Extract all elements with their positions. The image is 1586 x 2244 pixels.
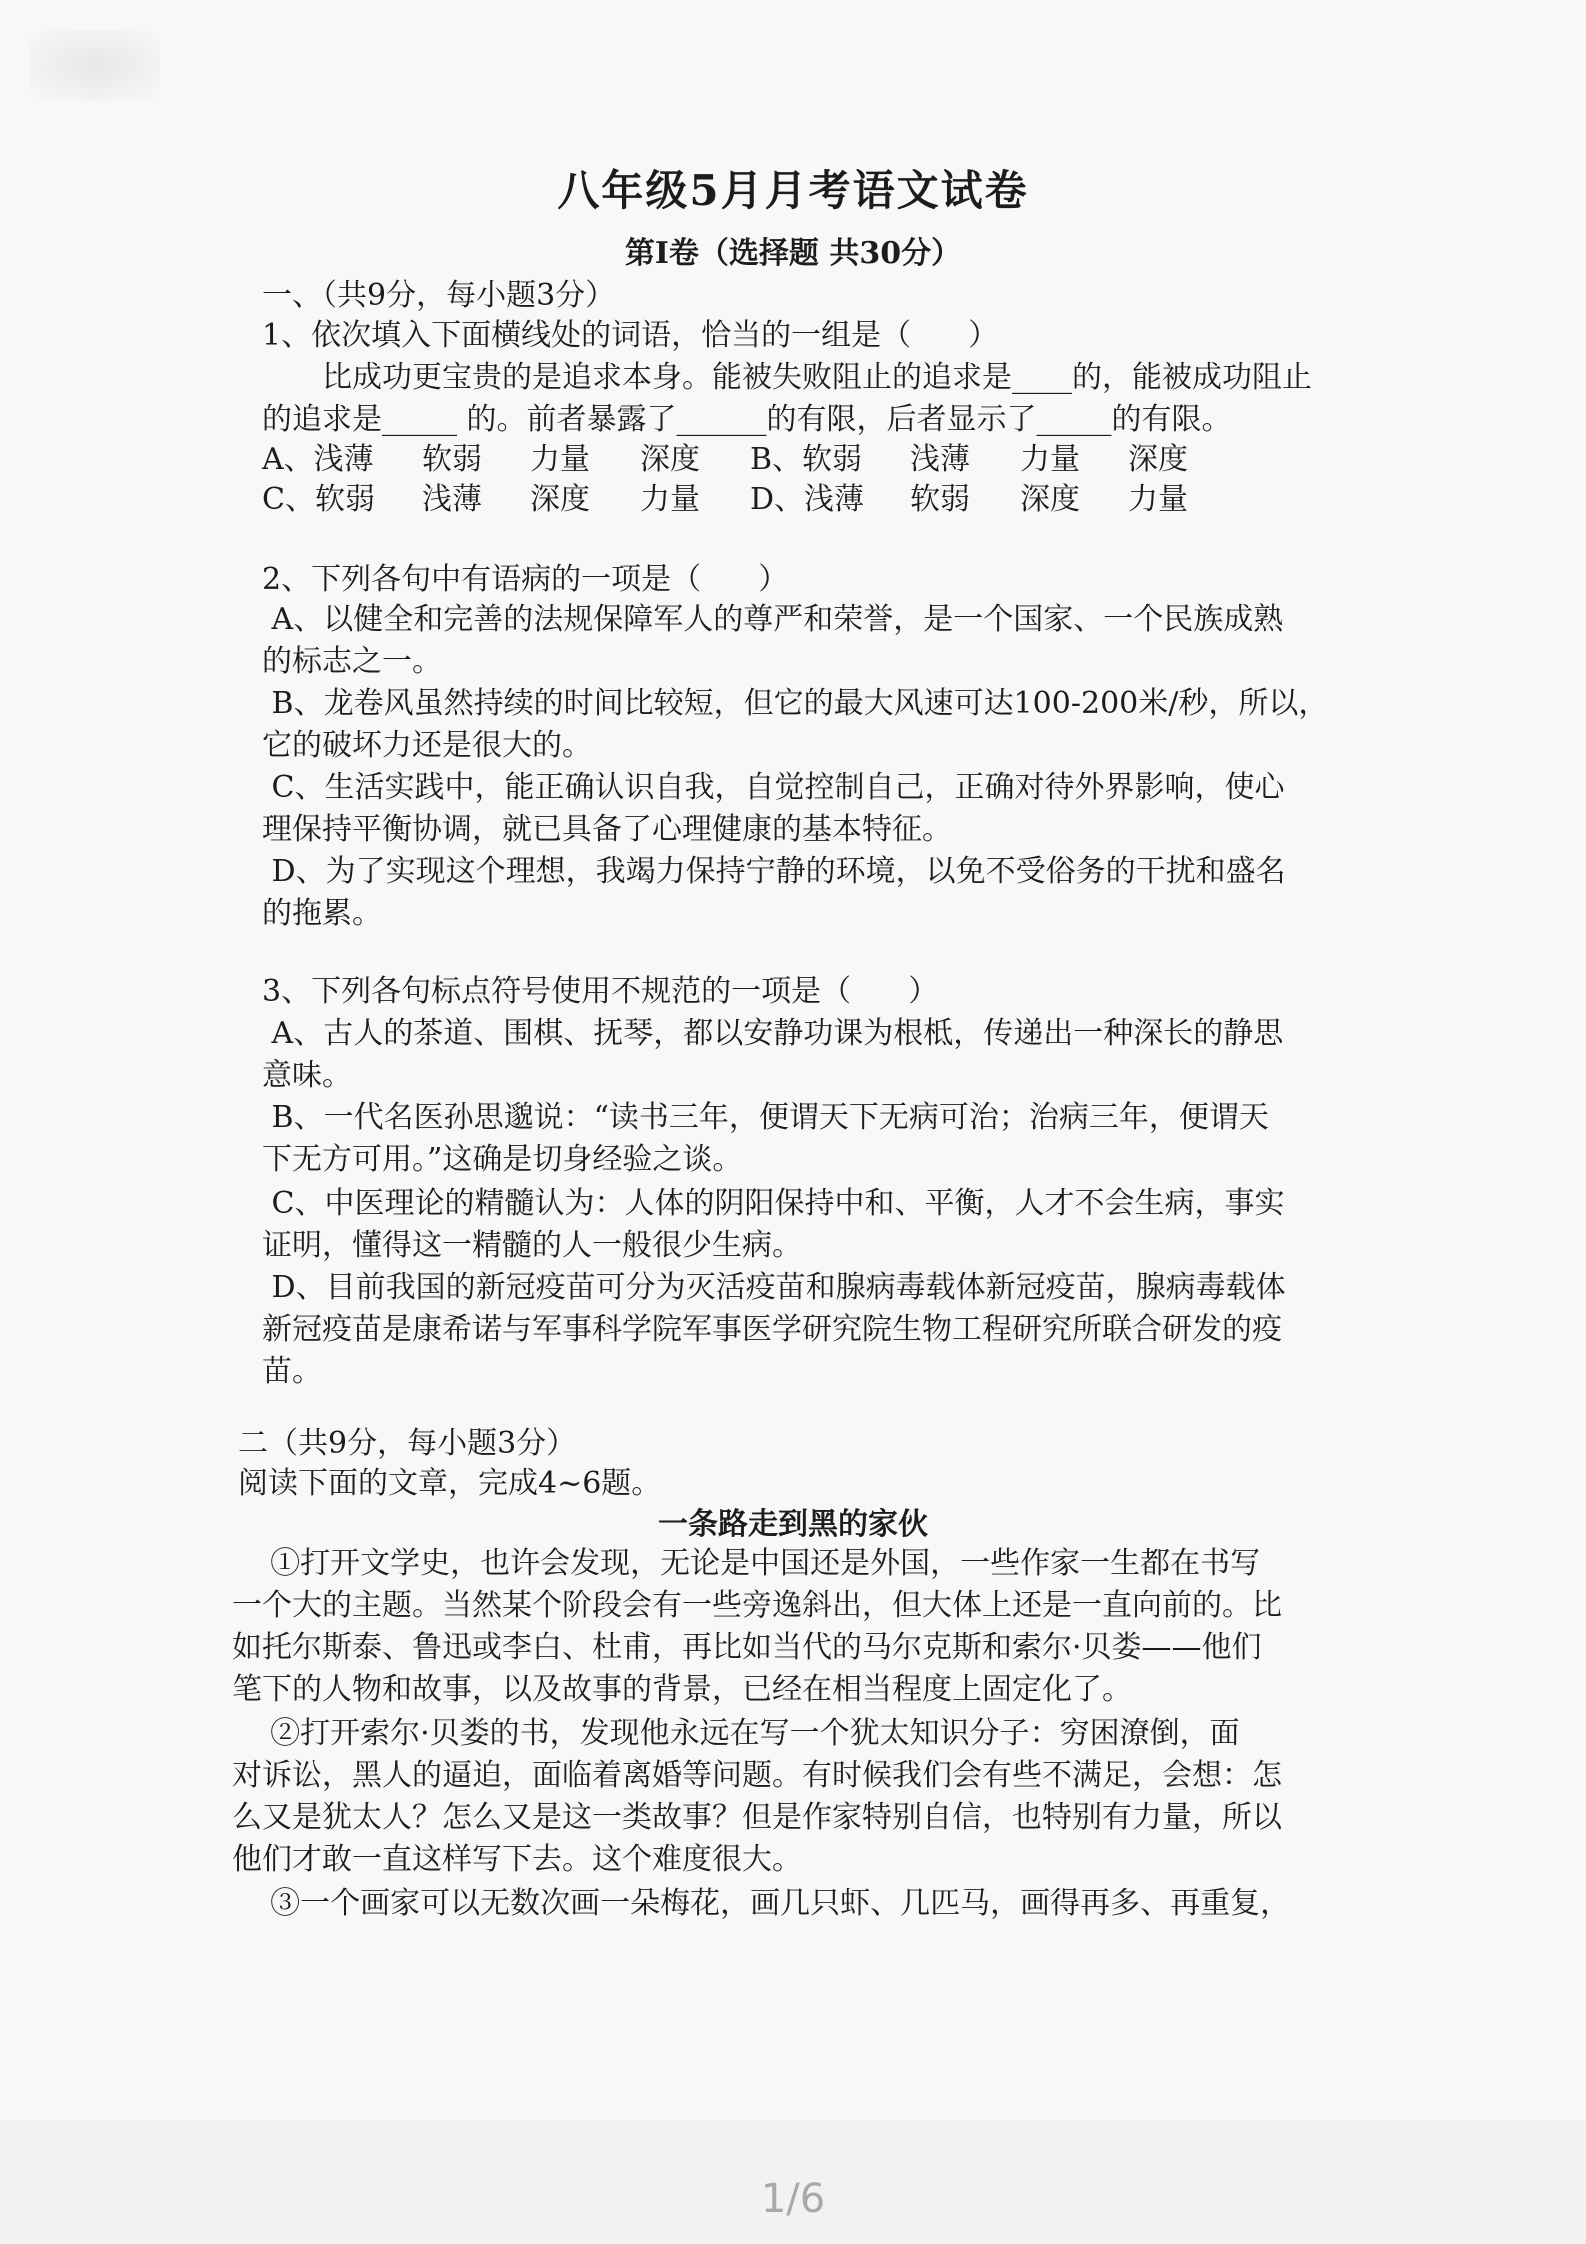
q1-options-row-2 [0,480,1586,520]
q2-line: A、以健全和完善的法规保障军人的尊严和荣誉，是一个国家、一个民族成熟 [262,602,1284,637]
article-line: 一个大的主题。当然某个阶段会有一些旁逸斜出，但大体上还是一直向前的。比 [232,1588,1282,1623]
q2-line: 2、下列各句中有语病的一项是（ ） [262,562,789,597]
q1-option-c-word3: 深度 [530,482,590,517]
q2-line: 的拖累。 [262,896,382,931]
q2-line: D、为了实现这个理想，我竭力保持宁静的环境，以免不受俗务的干扰和盛名 [262,854,1286,889]
q1-option-c-word4: 力量 [640,482,700,517]
q3-line: 意味。 [262,1058,352,1093]
q1-option-b-word2: 浅薄 [910,442,970,477]
q3-line: B、一代名医孙思邈说：“读书三年，便谓天下无病可治；治病三年，便谓天 [262,1100,1269,1135]
article-line: 么又是犹太人？怎么又是这一类故事？但是作家特别自信，也特别有力量，所以 [232,1800,1282,1835]
q1-option-b-word4: 深度 [1128,442,1188,477]
exam-subtitle: 第Ⅰ卷（选择题 共30分） [624,236,962,271]
q1-option-d-word4: 力量 [1128,482,1188,517]
q3-line: 新冠疫苗是康希诺与军事科学院军事医学研究院生物工程研究所联合研发的疫 [262,1312,1282,1347]
q1-option-d-word2: 软弱 [910,482,970,517]
q1-option-a-word2: 软弱 [422,442,482,477]
q3-line: 苗。 [262,1354,322,1389]
q3-line: 3、下列各句标点符号使用不规范的一项是（ ） [262,974,939,1009]
q2-line: C、生活实践中，能正确认识自我，自觉控制自己，正确对待外界影响，使心 [262,770,1285,805]
section1-heading: 一、（共9分，每小题3分） [262,278,616,313]
q1-option-c-label: C、软弱 [262,482,375,517]
q1-option-a-label: A、浅薄 [262,442,374,477]
q1-option-d-label: D、浅薄 [750,482,865,517]
section2-instruction: 阅读下面的文章，完成4~6题。 [238,1466,662,1501]
article-line: 他们才敢一直这样写下去。这个难度很大。 [232,1842,802,1877]
q3-line: D、目前我国的新冠疫苗可分为灭活疫苗和腺病毒载体新冠疫苗，腺病毒载体 [262,1270,1286,1305]
article-line: 如托尔斯泰、鲁迅或李白、杜甫，再比如当代的马尔克斯和索尔·贝娄——他们 [232,1630,1262,1665]
q1-text-line1: 比成功更宝贵的是追求本身。能被失败阻止的追求是____的，能被成功阻止 [322,360,1312,395]
q3-line: C、中医理论的精髓认为：人体的阴阳保持中和、平衡，人才不会生病，事实 [262,1186,1285,1221]
article-line: ①打开文学史，也许会发现，无论是中国还是外国，一些作家一生都在书写 [232,1546,1261,1581]
q2-line: B、龙卷风虽然持续的时间比较短，但它的最大风速可达100-200米/秒，所以， [262,686,1329,721]
q3-line: A、古人的茶道、围棋、抚琴，都以安静功课为根柢，传递出一种深长的静思 [262,1016,1284,1051]
q2-line: 它的破坏力还是很大的。 [262,728,592,763]
q1-stem: 1、依次填入下面横线处的词语，恰当的一组是（ ） [262,318,999,353]
page-indicator: 1/6 [760,2176,826,2222]
article-line: ②打开索尔·贝娄的书，发现他永远在写一个犹太知识分子：穷困潦倒，面 [232,1716,1240,1751]
q1-options-row-1 [0,440,1586,480]
q3-line: 下无方可用。”这确是切身经验之谈。 [262,1142,743,1177]
q2-line: 理保持平衡协调，就已具备了心理健康的基本特征。 [262,812,952,847]
q1-option-c-word2: 浅薄 [422,482,482,517]
q2-line: 的标志之一。 [262,644,442,679]
article-line: 对诉讼，黑人的逼迫，面临着离婚等问题。有时候我们会有些不满足，会想：怎 [232,1758,1282,1793]
q1-option-a-word4: 深度 [640,442,700,477]
q1-option-d-word3: 深度 [1020,482,1080,517]
scan-smudge [30,30,160,100]
section2-heading: 二（共9分，每小题3分） [238,1426,577,1461]
q1-text-line2: 的追求是_____ 的。前者暴露了______的有限，后者显示了_____的有限。 [262,402,1232,437]
exam-title: 八年级5月月考语文试卷 [557,166,1029,215]
q3-line: 证明，懂得这一精髓的人一般很少生病。 [262,1228,802,1263]
article-title: 一条路走到黑的家伙 [658,1507,928,1542]
q1-option-b-word3: 力量 [1020,442,1080,477]
article-line: ③一个画家可以无数次画一朵梅花，画几只虾、几匹马，画得再多、再重复， [232,1886,1291,1921]
q1-option-b-label: B、软弱 [750,442,863,477]
article-line: 笔下的人物和故事，以及故事的背景，已经在相当程度上固定化了。 [232,1672,1132,1707]
q1-option-a-word3: 力量 [530,442,590,477]
